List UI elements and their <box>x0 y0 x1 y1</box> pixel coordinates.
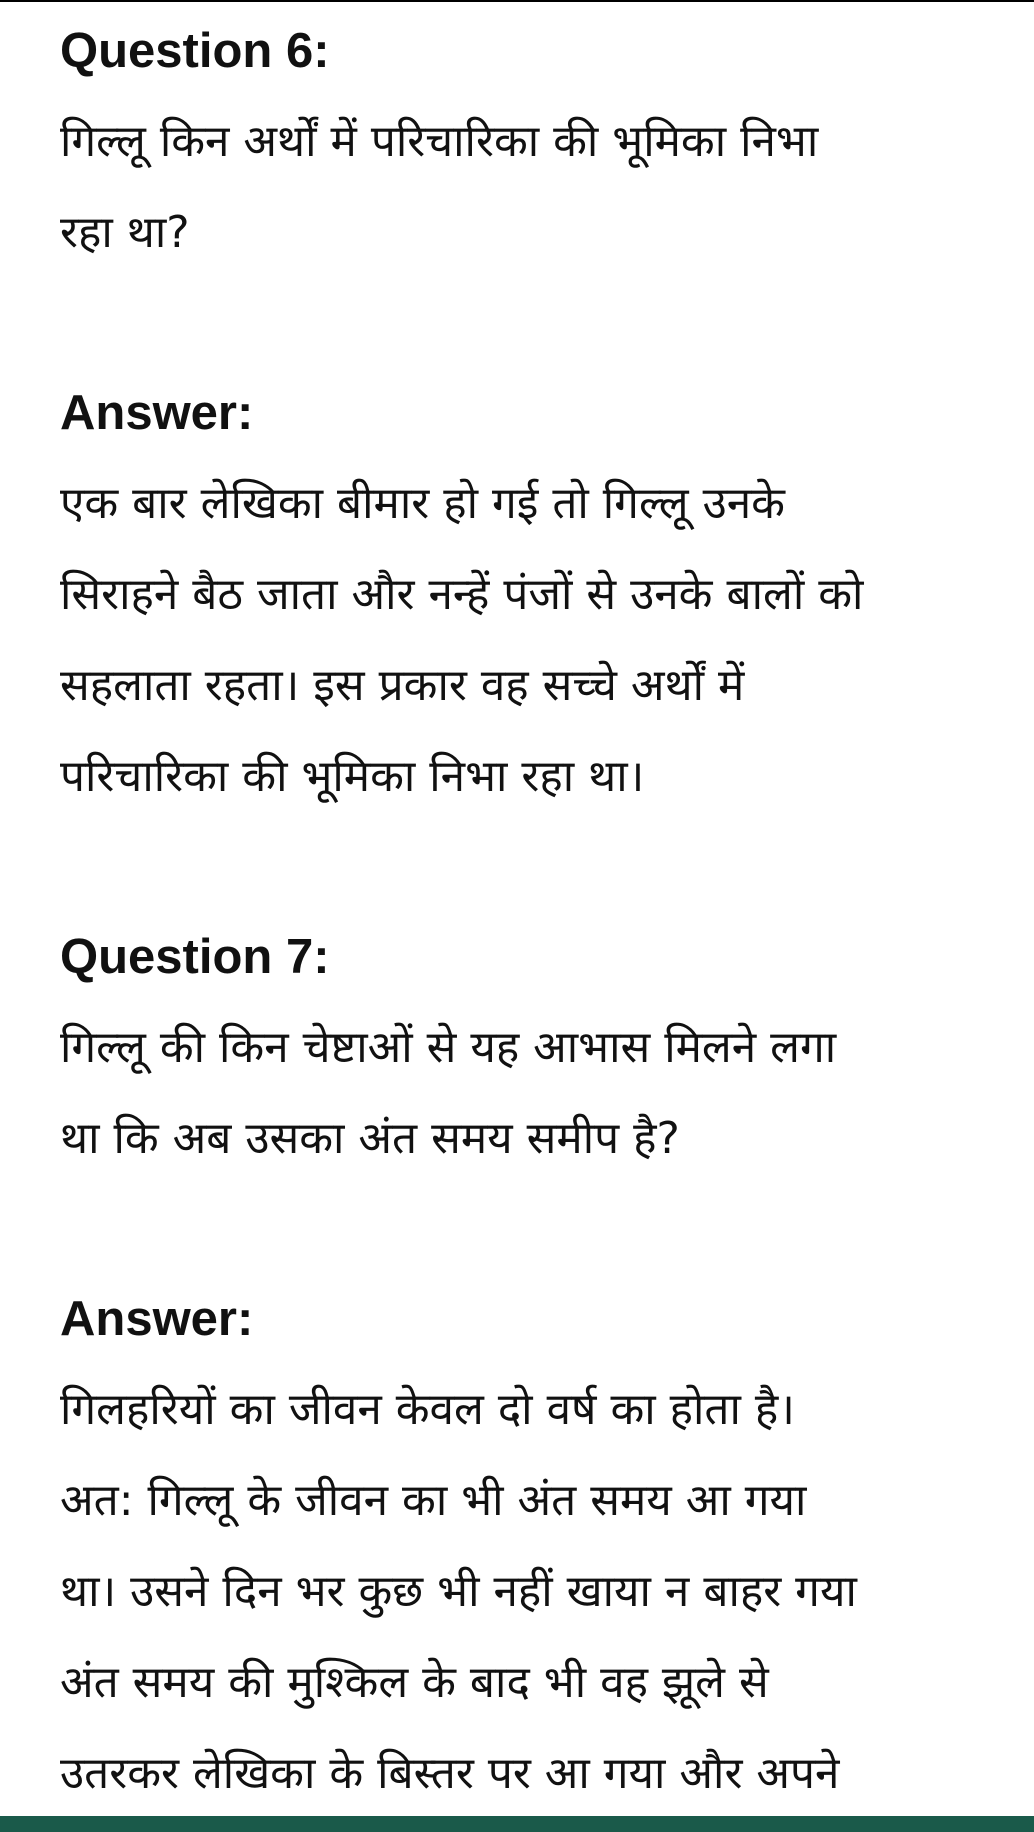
spacer <box>60 822 1020 912</box>
top-border <box>0 0 1034 2</box>
spacer <box>60 278 1020 368</box>
question-6-text <box>60 96 1020 278</box>
bottom-bar <box>0 1816 1034 1832</box>
answer-line: उतरकर लेखिका के बिस्तर पर आ गया और अपने <box>60 1748 840 1799</box>
answer-line: अंत समय की मुश्किल के बाद भी वह झूले से <box>60 1657 769 1708</box>
answer-7-heading: Answer: <box>60 1292 254 1346</box>
question-6-heading: Question 6: <box>60 24 330 78</box>
answer-line: सिराहने बैठ जाता और नन्हें पंजों से उनके बालों को <box>60 569 864 620</box>
question-line: गिल्लू की किन चेष्टाओं से यह आभास मिलने लगा <box>60 1022 837 1073</box>
answer-line: सहलाता रहता। इस प्रकार वह सच्चे अर्थों में <box>60 660 745 711</box>
question-7-block <box>60 912 1020 1819</box>
answer-line: गिलहरियों का जीवन केवल दो वर्ष का होता है। <box>60 1384 795 1435</box>
answer-line: परिचारिका की भूमिका निभा रहा था। <box>60 751 645 802</box>
question-line: रहा था? <box>60 207 190 258</box>
question-7-text <box>60 1002 1020 1184</box>
answer-line: अत: गिल्लू के जीवन का भी अंत समय आ गया <box>60 1475 807 1526</box>
spacer <box>60 1184 1020 1274</box>
question-line: था कि अब उसका अंत समय समीप है? <box>60 1113 680 1164</box>
question-line: गिल्लू किन अर्थों में परिचारिका की भूमिका निभा <box>60 116 819 167</box>
question-6-block <box>60 6 1020 912</box>
answer-line: था। उसने दिन भर कुछ भी नहीं खाया न बाहर गया <box>60 1566 857 1617</box>
qa-content <box>60 6 1020 1819</box>
answer-6-text <box>60 458 1020 822</box>
answer-6-heading: Answer: <box>60 386 254 440</box>
question-7-heading: Question 7: <box>60 930 330 984</box>
answer-line: एक बार लेखिका बीमार हो गई तो गिल्लू उनके <box>60 478 785 529</box>
answer-7-text <box>60 1364 1020 1819</box>
